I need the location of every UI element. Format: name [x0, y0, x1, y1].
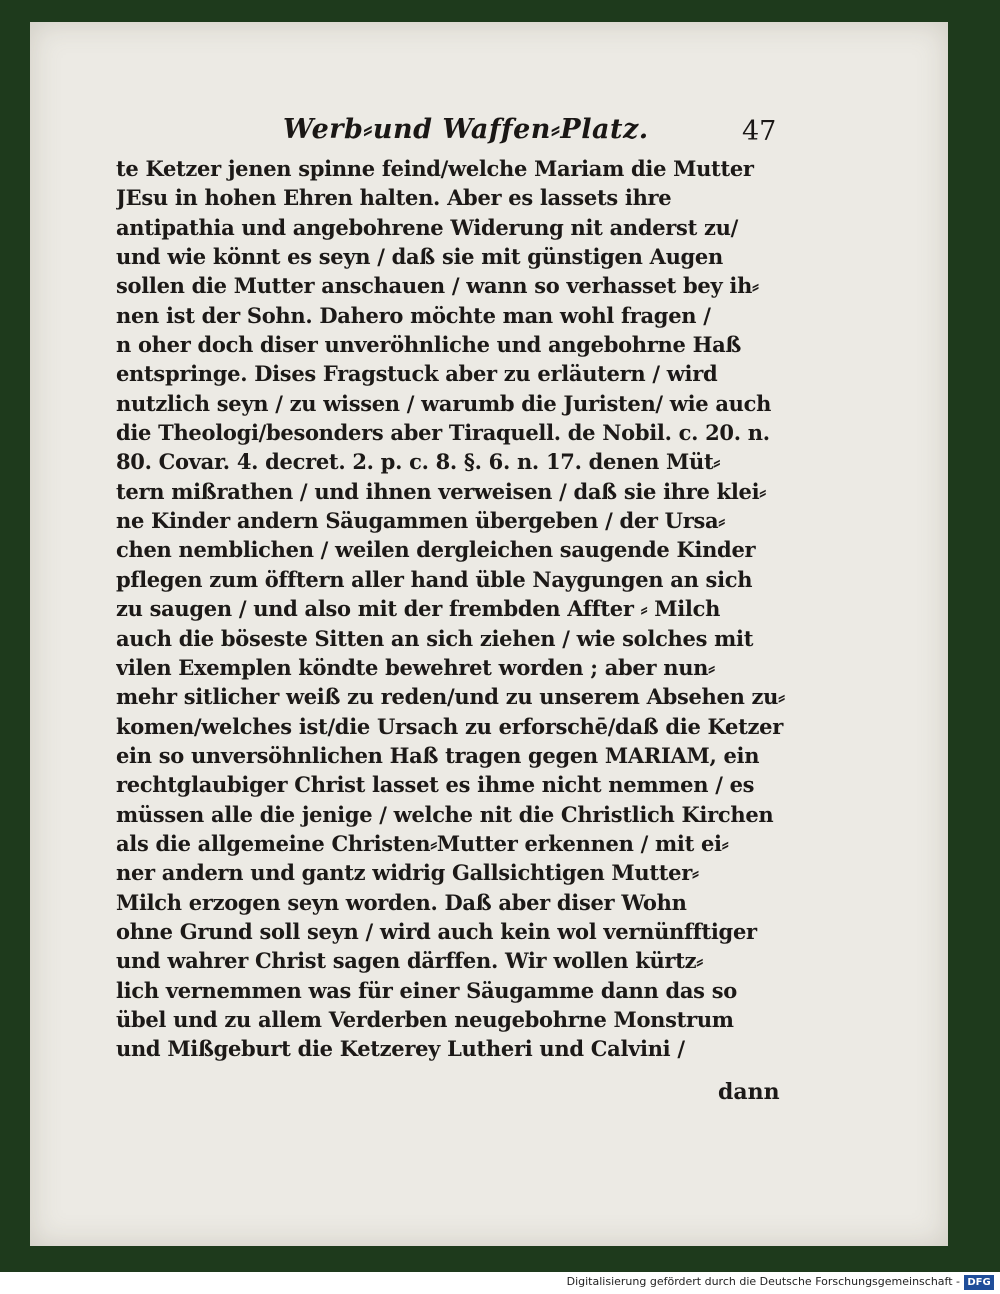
text-line: entspringe. Dises Fragstuck aber zu erläutern / wird: [116, 361, 718, 387]
text-line: nen ist der Sohn. Dahero möchte man wohl fragen /: [116, 302, 711, 328]
text-line: ohne Grund soll seyn / wird auch kein wol vernünfftiger: [116, 918, 757, 944]
text-line: als die allgemeine Christen⸗Mutter erkennen / mit ei⸗: [116, 830, 729, 856]
text-line: mehr sitlicher weiß zu reden/und zu unserem Absehen zu⸗: [116, 684, 785, 710]
catchword: dann: [718, 1079, 780, 1105]
text-line: und Mißgeburt die Ketzerey Lutheri und Calvini /: [116, 1036, 685, 1062]
text-line: 80. Covar. 4. decret. 2. p. c. 8. §. 6. n. 17. denen Müt⸗: [116, 449, 721, 475]
text-line: antipathia und angebohrene Widerung nit anderst zu/: [116, 214, 738, 240]
text-line: zu saugen / und also mit der frembden Affter ⸗ Milch: [116, 596, 721, 622]
text-line: auch die böseste Sitten an sich ziehen / wie solches mit: [116, 625, 754, 651]
dfg-credit: Digitalisierung gefördert durch die Deutsche Forschungsgemeinschaft -: [566, 1275, 960, 1288]
text-line: Milch erzogen seyn worden. Daß aber diser Wohn: [116, 889, 687, 915]
text-line: JEsu in hohen Ehren halten. Aber es lassets ihre: [116, 185, 672, 211]
text-line: nutzlich seyn / zu wissen / warumb die Juristen/ wie auch: [116, 390, 772, 416]
text-line: pflegen zum öfftern aller hand üble Naygungen an sich: [116, 566, 753, 592]
running-head: Werb⸗und Waffen⸗Platz.: [283, 114, 649, 145]
text-line: komen/welches ist/die Ursach zu erforschē/daß die Ketzer: [116, 713, 783, 739]
text-line: ner andern und gantz widrig Gallsichtigen Mutter⸗: [116, 860, 699, 886]
text-line: ein so unversöhnlichen Haß tragen gegen MARIAM, ein: [116, 742, 760, 768]
text-line: n oher doch diser unveröhnliche und angebohrne Haß: [116, 332, 742, 358]
text-line: te Ketzer jenen spinne feind/welche Mariam die Mutter: [116, 156, 754, 181]
text-line: müssen alle die jenige / welche nit die Christlich Kirchen: [116, 801, 774, 827]
text-line: tern mißrathen / und ihnen verweisen / daß sie ihre klei⸗: [116, 478, 766, 504]
book-page: [30, 22, 948, 1246]
body-text: [116, 154, 796, 1064]
text-line: sollen die Mutter anschauen / wann so verhasset bey ih⸗: [116, 273, 759, 299]
text-line: rechtglaubiger Christ lasset es ihme nicht nemmen / es: [116, 772, 755, 798]
text-line: lich vernemmen was für einer Säugamme dann das so: [116, 977, 737, 1003]
footer: [0, 1272, 1000, 1294]
text-line: die Theologi/besonders aber Tiraquell. de Nobil. c. 20. n.: [116, 420, 770, 446]
text-line: übel und zu allem Verderben neugebohrne Monstrum: [116, 1006, 734, 1032]
dfg-logo-icon[interactable]: DFG: [964, 1275, 994, 1290]
text-line: ne Kinder andern Säugammen übergeben / der Ursa⸗: [116, 508, 725, 534]
page-number: 47: [742, 116, 777, 147]
text-line: und wahrer Christ sagen därffen. Wir wollen kürtz⸗: [116, 948, 703, 974]
text-line: und wie könnt es seyn / daß sie mit günstigen Augen: [116, 244, 723, 270]
text-line: chen nemblichen / weilen dergleichen saugende Kinder: [116, 537, 756, 563]
text-line: vilen Exemplen köndte bewehret worden ; aber nun⸗: [116, 654, 715, 680]
page-header: [30, 114, 948, 154]
